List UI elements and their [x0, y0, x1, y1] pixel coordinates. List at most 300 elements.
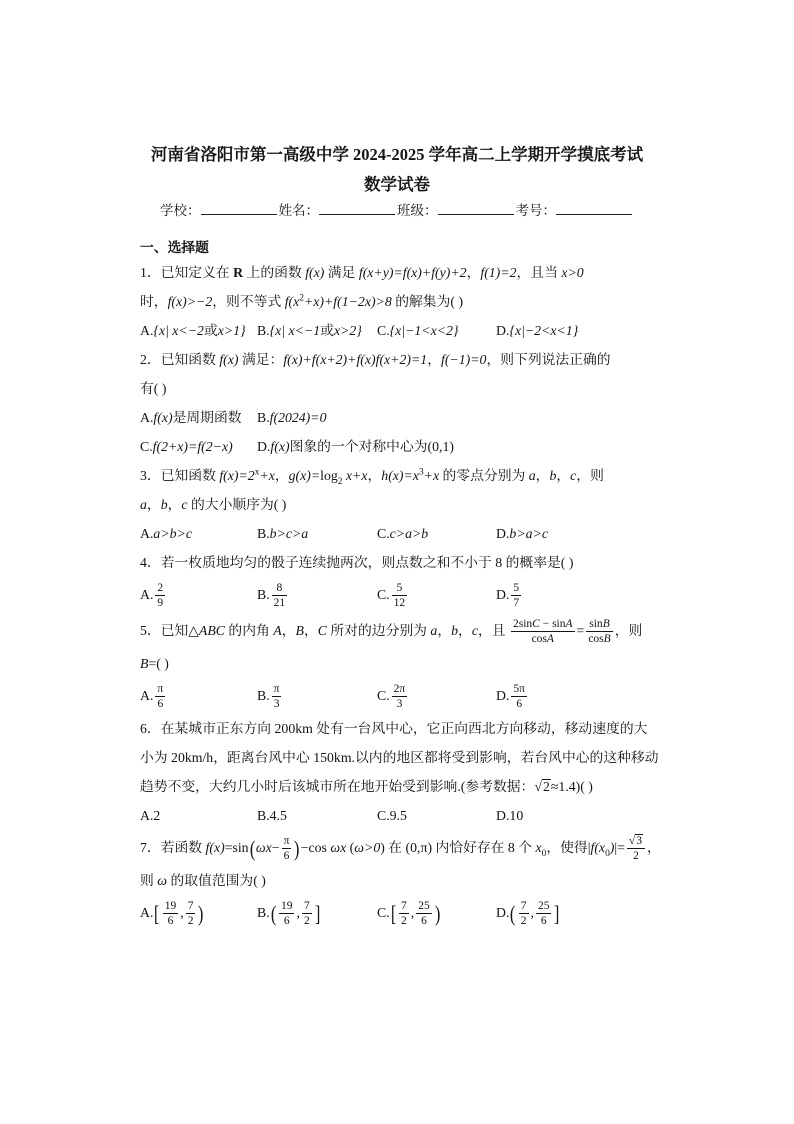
math-italic: x+x	[342, 468, 368, 483]
math-upright: 6	[283, 915, 290, 928]
math-upright: π	[273, 683, 280, 696]
text-run: 时，	[140, 294, 168, 309]
text-run: 2．已知函数	[140, 352, 220, 367]
option-letter: A.	[140, 526, 154, 541]
fraction-numerator	[511, 581, 521, 596]
fraction	[272, 682, 282, 711]
option-d	[496, 895, 656, 931]
fraction-numerator	[586, 617, 612, 632]
math-italic: +x)+f(1−2x)>8	[303, 294, 392, 309]
option-d	[496, 519, 656, 548]
fraction-denominator	[155, 697, 165, 711]
fraction-numerator	[511, 682, 527, 697]
fraction	[272, 581, 288, 610]
option-b	[257, 801, 377, 830]
text-run: ，	[146, 497, 161, 512]
fraction	[511, 617, 575, 646]
math-upright: ,	[410, 905, 415, 920]
option-letter: B.	[257, 587, 270, 602]
math-italic: ω	[157, 873, 167, 888]
text-run: 则	[140, 873, 158, 888]
text-run: ，	[535, 468, 550, 483]
question-stem-line	[140, 287, 662, 316]
option-letter: D.	[496, 526, 510, 541]
text-run: ，	[167, 497, 182, 512]
text-run: ，则	[614, 623, 643, 638]
question-stem-line	[140, 772, 662, 801]
math-upright: 2	[303, 915, 310, 928]
name-label: 姓名：	[278, 203, 319, 218]
option-c	[140, 432, 257, 461]
math-italic: C	[532, 618, 540, 631]
fraction-denominator	[163, 914, 179, 928]
math-italic: f(x)+f(x+2)+f(x)f(x+2)=1	[283, 352, 428, 367]
fraction	[392, 682, 408, 711]
option-a	[140, 678, 257, 714]
text-run: ，	[303, 623, 318, 638]
math-italic: f(x	[284, 294, 300, 309]
fraction-numerator	[536, 899, 552, 914]
math-upright: 6	[283, 850, 290, 863]
text-run: 1．已知定义在	[140, 265, 234, 280]
fraction-numerator	[186, 899, 196, 914]
math-italic: f(x)	[305, 265, 325, 280]
option-a	[140, 577, 257, 613]
math-upright: 5	[396, 582, 403, 595]
math-upright: ,	[180, 905, 184, 920]
text-run: 6．在某城市正东方向 200km 处有一台风中心，它正向西北方向移动，移动速度的大	[140, 721, 648, 736]
fraction-denominator	[392, 697, 408, 711]
question-stem-line	[140, 613, 662, 649]
fraction-denominator	[186, 914, 196, 928]
question-stem-line	[140, 714, 662, 743]
text-run: 满足：	[238, 352, 284, 367]
math-italic: {x| x<−1	[269, 323, 321, 338]
text-run: 趋势不变，大约几小时后该城市所在地开始受到影响.(参考数据：	[140, 779, 535, 794]
student-info-row	[0, 200, 794, 222]
fraction	[511, 581, 521, 610]
class-blank-line	[438, 200, 514, 215]
option-b	[257, 403, 377, 432]
fraction-numerator	[155, 581, 165, 596]
math-upright: 25	[537, 900, 550, 913]
text-run: 的取值范围为( )	[167, 873, 266, 888]
option-c	[377, 678, 496, 714]
math-upright: 2	[153, 808, 161, 823]
large-bracket: (	[270, 900, 277, 926]
option-row	[140, 316, 662, 345]
question-stem-line	[140, 649, 662, 678]
option-d	[496, 316, 656, 345]
math-upright: (0,π)	[405, 840, 433, 855]
text-run: ，	[281, 623, 296, 638]
math-upright: ,	[530, 905, 534, 920]
math-upright: 19	[164, 900, 177, 913]
text-run: 5．已知△	[140, 623, 199, 638]
math-italic: ω>0	[354, 840, 381, 855]
fraction-numerator	[392, 682, 408, 697]
math-upright: ,	[296, 905, 300, 920]
math-italic: c>a>b	[389, 526, 429, 541]
math-upright: − sin	[539, 618, 566, 631]
math-upright: sin	[589, 618, 603, 631]
question-list	[140, 258, 662, 931]
fraction-numerator	[511, 617, 575, 632]
math-upright: 2	[520, 915, 527, 928]
option-letter: B.	[257, 323, 270, 338]
option-letter: D.	[496, 808, 510, 823]
math-italic: x	[535, 840, 542, 855]
math-italic: f(x+y)=f(x)+f(y)+2	[358, 265, 467, 280]
question-stem-line	[140, 830, 662, 866]
option-letter: A.	[140, 323, 154, 338]
text-run: ，且	[477, 623, 509, 638]
option-a	[140, 519, 257, 548]
math-italic: a	[430, 623, 438, 638]
math-upright: 2	[187, 915, 194, 928]
math-upright: 9	[157, 597, 164, 610]
fraction	[392, 581, 408, 610]
text-run: ( )	[580, 779, 593, 794]
option-letter: D.	[496, 905, 510, 920]
fraction-denominator	[399, 914, 409, 928]
math-upright: −	[271, 840, 280, 855]
math-upright: 6	[167, 915, 174, 928]
superscript: 2	[299, 293, 304, 304]
math-italic: b>c>a	[269, 526, 309, 541]
math-upright: √	[628, 835, 636, 848]
option-b	[257, 316, 377, 345]
math-italic: c	[471, 623, 478, 638]
exam-number-blank-line	[556, 200, 632, 215]
superscript: 3	[418, 467, 424, 478]
fraction	[416, 899, 432, 928]
text-run: 或	[203, 323, 218, 338]
math-italic: {x|−2<x<1}	[509, 323, 579, 338]
math-italic: ABC	[198, 623, 225, 638]
fraction	[302, 899, 312, 928]
fraction-denominator	[155, 596, 165, 610]
math-upright: 2π	[393, 683, 406, 696]
large-bracket: (	[249, 835, 256, 861]
math-italic: +x	[423, 468, 440, 483]
school-label: 学校：	[160, 203, 201, 218]
option-a	[140, 316, 257, 345]
fraction-numerator	[279, 899, 295, 914]
fraction-numerator	[627, 834, 645, 849]
option-row	[140, 801, 662, 830]
text-run: ，则下列说法正确的	[486, 352, 611, 367]
fraction	[399, 899, 409, 928]
math-upright: (	[346, 840, 355, 855]
math-upright: cos	[588, 633, 604, 646]
math-upright: 3	[396, 698, 403, 711]
math-italic: a	[528, 468, 536, 483]
fraction-denominator	[282, 849, 292, 863]
math-upright: √	[534, 779, 542, 794]
math-upright: 7	[303, 900, 310, 913]
math-italic: B	[603, 633, 611, 646]
math-upright: 2	[633, 850, 639, 863]
text-run: 的解集为( )	[391, 294, 464, 309]
math-italic: f(2+x)=f(2−x)	[152, 439, 233, 454]
fraction-denominator	[392, 596, 408, 610]
option-letter: A.	[140, 410, 154, 425]
fraction-numerator	[272, 682, 282, 697]
fraction-numerator	[302, 899, 312, 914]
math-upright: )	[380, 840, 385, 855]
fraction-numerator	[399, 899, 409, 914]
math-italic: f(x)>−2	[167, 294, 213, 309]
text-run: 有( )	[140, 381, 167, 396]
option-letter: C.	[140, 439, 153, 454]
option-a	[140, 895, 257, 931]
text-run: ，则不等式	[212, 294, 285, 309]
option-letter: C.	[377, 526, 390, 541]
math-upright: (0,1)	[427, 439, 454, 454]
fraction-denominator	[416, 914, 432, 928]
math-italic: f(x)	[219, 352, 239, 367]
question-4	[140, 548, 662, 613]
question-stem-line	[140, 548, 662, 577]
math-italic: a>b>c	[153, 526, 192, 541]
math-italic: f(2024)=0	[269, 410, 327, 425]
option-row	[140, 895, 662, 931]
text-run: ，	[427, 352, 441, 367]
math-italic: c	[570, 468, 577, 483]
text-run: ，	[274, 468, 289, 483]
math-italic: f(x)	[270, 439, 290, 454]
question-stem-line	[140, 258, 662, 287]
option-d	[496, 678, 656, 714]
option-row	[140, 519, 662, 548]
option-letter: C.	[377, 323, 390, 338]
option-a	[140, 403, 257, 432]
math-italic: B	[140, 656, 149, 671]
math-upright: 2sin	[513, 618, 533, 631]
math-italic: +x	[259, 468, 275, 483]
fraction-denominator	[302, 914, 312, 928]
text-run: 所对的边分别为	[326, 623, 431, 638]
math-italic: a	[140, 497, 147, 512]
fraction-denominator	[511, 596, 521, 610]
class-label: 班级：	[397, 203, 438, 218]
fraction-numerator	[155, 682, 165, 697]
math-upright: cos	[531, 633, 547, 646]
radicand: 3	[636, 835, 642, 848]
question-stem-line	[140, 374, 662, 403]
option-d	[257, 432, 454, 461]
math-upright: 6	[540, 915, 547, 928]
text-run: ，使得	[546, 840, 588, 855]
fraction-numerator	[282, 834, 292, 849]
math-upright: π	[157, 683, 164, 696]
math-italic: x>2}	[333, 323, 362, 338]
title-line-school: 河南省洛阳市第一高级中学 2024-2025 学年高二上学期开学摸底考试	[150, 145, 644, 164]
question-3	[140, 461, 662, 548]
math-italic: A	[273, 623, 282, 638]
option-row	[140, 577, 662, 613]
option-letter: C.	[377, 905, 390, 920]
fraction-denominator	[511, 697, 527, 711]
text-run: 4．若一枚质地均匀的骰子连续抛两次，则点数之和不小于 8 的概率是( )	[140, 555, 574, 570]
text-run: 是周期函数	[172, 410, 242, 425]
option-letter: A.	[140, 808, 154, 823]
math-upright: 3	[273, 698, 280, 711]
math-italic: f(x)	[205, 840, 225, 855]
name-blank-line	[319, 200, 395, 215]
math-upright: 25	[418, 900, 430, 913]
math-upright: 5π	[513, 683, 525, 696]
text-run: 的零点分别为	[439, 468, 529, 483]
math-italic: ωx	[255, 840, 272, 855]
radicand: 2	[542, 779, 550, 794]
math-italic: )	[609, 840, 615, 855]
math-italic: b	[160, 497, 168, 512]
fraction-denominator	[627, 849, 645, 863]
option-letter: C.	[377, 688, 390, 703]
option-d	[496, 577, 656, 613]
math-italic: b>a>c	[509, 526, 548, 541]
option-b	[257, 519, 377, 548]
math-italic: A	[565, 618, 573, 631]
fraction	[163, 899, 179, 928]
math-italic: B	[295, 623, 304, 638]
option-letter: A.	[140, 587, 154, 602]
math-italic: f(1)=2	[480, 265, 517, 280]
fraction-numerator	[392, 581, 408, 596]
fraction-denominator	[519, 914, 529, 928]
option-letter: D.	[496, 323, 510, 338]
question-stem-line	[140, 490, 662, 519]
math-upright: 6	[516, 698, 523, 711]
option-c	[377, 519, 496, 548]
text-run: ，且当	[516, 265, 562, 280]
math-upright: 7	[513, 597, 520, 610]
option-letter: B.	[257, 808, 270, 823]
math-upright: log	[320, 468, 338, 483]
question-5	[140, 613, 662, 714]
question-1	[140, 258, 662, 345]
math-upright: 6	[421, 915, 427, 928]
fraction-numerator	[519, 899, 529, 914]
option-letter: C.	[377, 587, 390, 602]
large-bracket: )	[434, 900, 441, 926]
superscript: x	[254, 467, 260, 478]
option-b	[257, 678, 377, 714]
large-bracket: ]	[554, 900, 560, 926]
math-italic: f(−1)=0	[440, 352, 487, 367]
title-line-subject: 数学试卷	[364, 175, 430, 194]
fraction	[519, 899, 529, 928]
text-run: ，	[556, 468, 571, 483]
math-italic: x>1}	[217, 323, 246, 338]
fraction	[282, 834, 292, 863]
option-c	[377, 577, 496, 613]
math-upright: =( )	[148, 656, 169, 671]
math-italic: c	[181, 497, 188, 512]
exam-number-label: 考号：	[515, 203, 556, 218]
question-stem-line	[140, 866, 662, 895]
math-upright: 8	[276, 582, 283, 595]
large-bracket: )	[198, 900, 204, 926]
math-upright: 2	[400, 915, 407, 928]
fraction-denominator	[272, 596, 288, 610]
fraction	[627, 834, 645, 863]
math-italic: ωx	[330, 840, 347, 855]
math-upright: π	[283, 835, 290, 848]
question-stem-line	[140, 345, 662, 374]
math-italic: x>0	[561, 265, 584, 280]
math-upright: |=	[614, 840, 625, 855]
option-letter: D.	[257, 439, 271, 454]
fraction-numerator	[416, 899, 432, 914]
option-c	[377, 316, 496, 345]
math-italic: B	[602, 618, 610, 631]
fraction	[511, 682, 527, 711]
math-upright: 4.5	[269, 808, 287, 823]
large-bracket: [	[154, 900, 160, 926]
large-bracket: [	[390, 900, 397, 926]
text-run: 3．已知函数	[140, 468, 220, 483]
text-run: 图象的一个对称中心为	[289, 439, 428, 454]
fraction-denominator	[279, 914, 295, 928]
text-run: 小为 20km/h，距离台风中心 150km.以内的地区都将受到影响，若台风中心的这种移动	[140, 750, 659, 765]
math-italic: b	[549, 468, 557, 483]
math-upright: 21	[273, 597, 286, 610]
option-row	[140, 432, 662, 461]
option-c	[377, 895, 496, 931]
text-run: ，	[466, 265, 481, 280]
option-letter: A.	[140, 905, 154, 920]
option-letter: C.	[377, 808, 390, 823]
question-stem-line	[140, 461, 662, 490]
text-run: ，	[646, 840, 661, 855]
text-run: ，	[458, 623, 472, 638]
math-italic: h(x)=x	[381, 468, 419, 483]
option-b	[257, 895, 377, 931]
fraction-denominator	[272, 697, 282, 711]
math-upright: 6	[157, 698, 164, 711]
fraction	[155, 682, 165, 711]
math-italic: f(x)	[153, 410, 173, 425]
text-run: 的大小顺序为( )	[187, 497, 287, 512]
option-letter: B.	[257, 410, 270, 425]
text-run: 7．若函数	[140, 840, 206, 855]
option-letter: B.	[257, 688, 270, 703]
math-italic: f(x)=2	[219, 468, 255, 483]
option-letter: B.	[257, 526, 270, 541]
option-letter: A.	[140, 688, 154, 703]
text-run: ，	[437, 623, 452, 638]
fraction-numerator	[163, 899, 179, 914]
math-upright: =	[576, 623, 585, 638]
option-letter: D.	[496, 688, 510, 703]
math-upright: =sin	[224, 840, 249, 855]
option-row	[140, 403, 662, 432]
fraction-denominator	[586, 632, 612, 646]
large-bracket: (	[510, 900, 516, 926]
subscript: 2	[337, 476, 343, 487]
fraction-numerator	[272, 581, 288, 596]
text-run: 满足	[324, 265, 359, 280]
math-upright: 9.5	[389, 808, 407, 823]
fraction	[279, 899, 295, 928]
math-italic: C	[317, 623, 327, 638]
math-upright: |	[587, 840, 591, 855]
subscript: 0	[605, 848, 610, 859]
fraction	[536, 899, 552, 928]
